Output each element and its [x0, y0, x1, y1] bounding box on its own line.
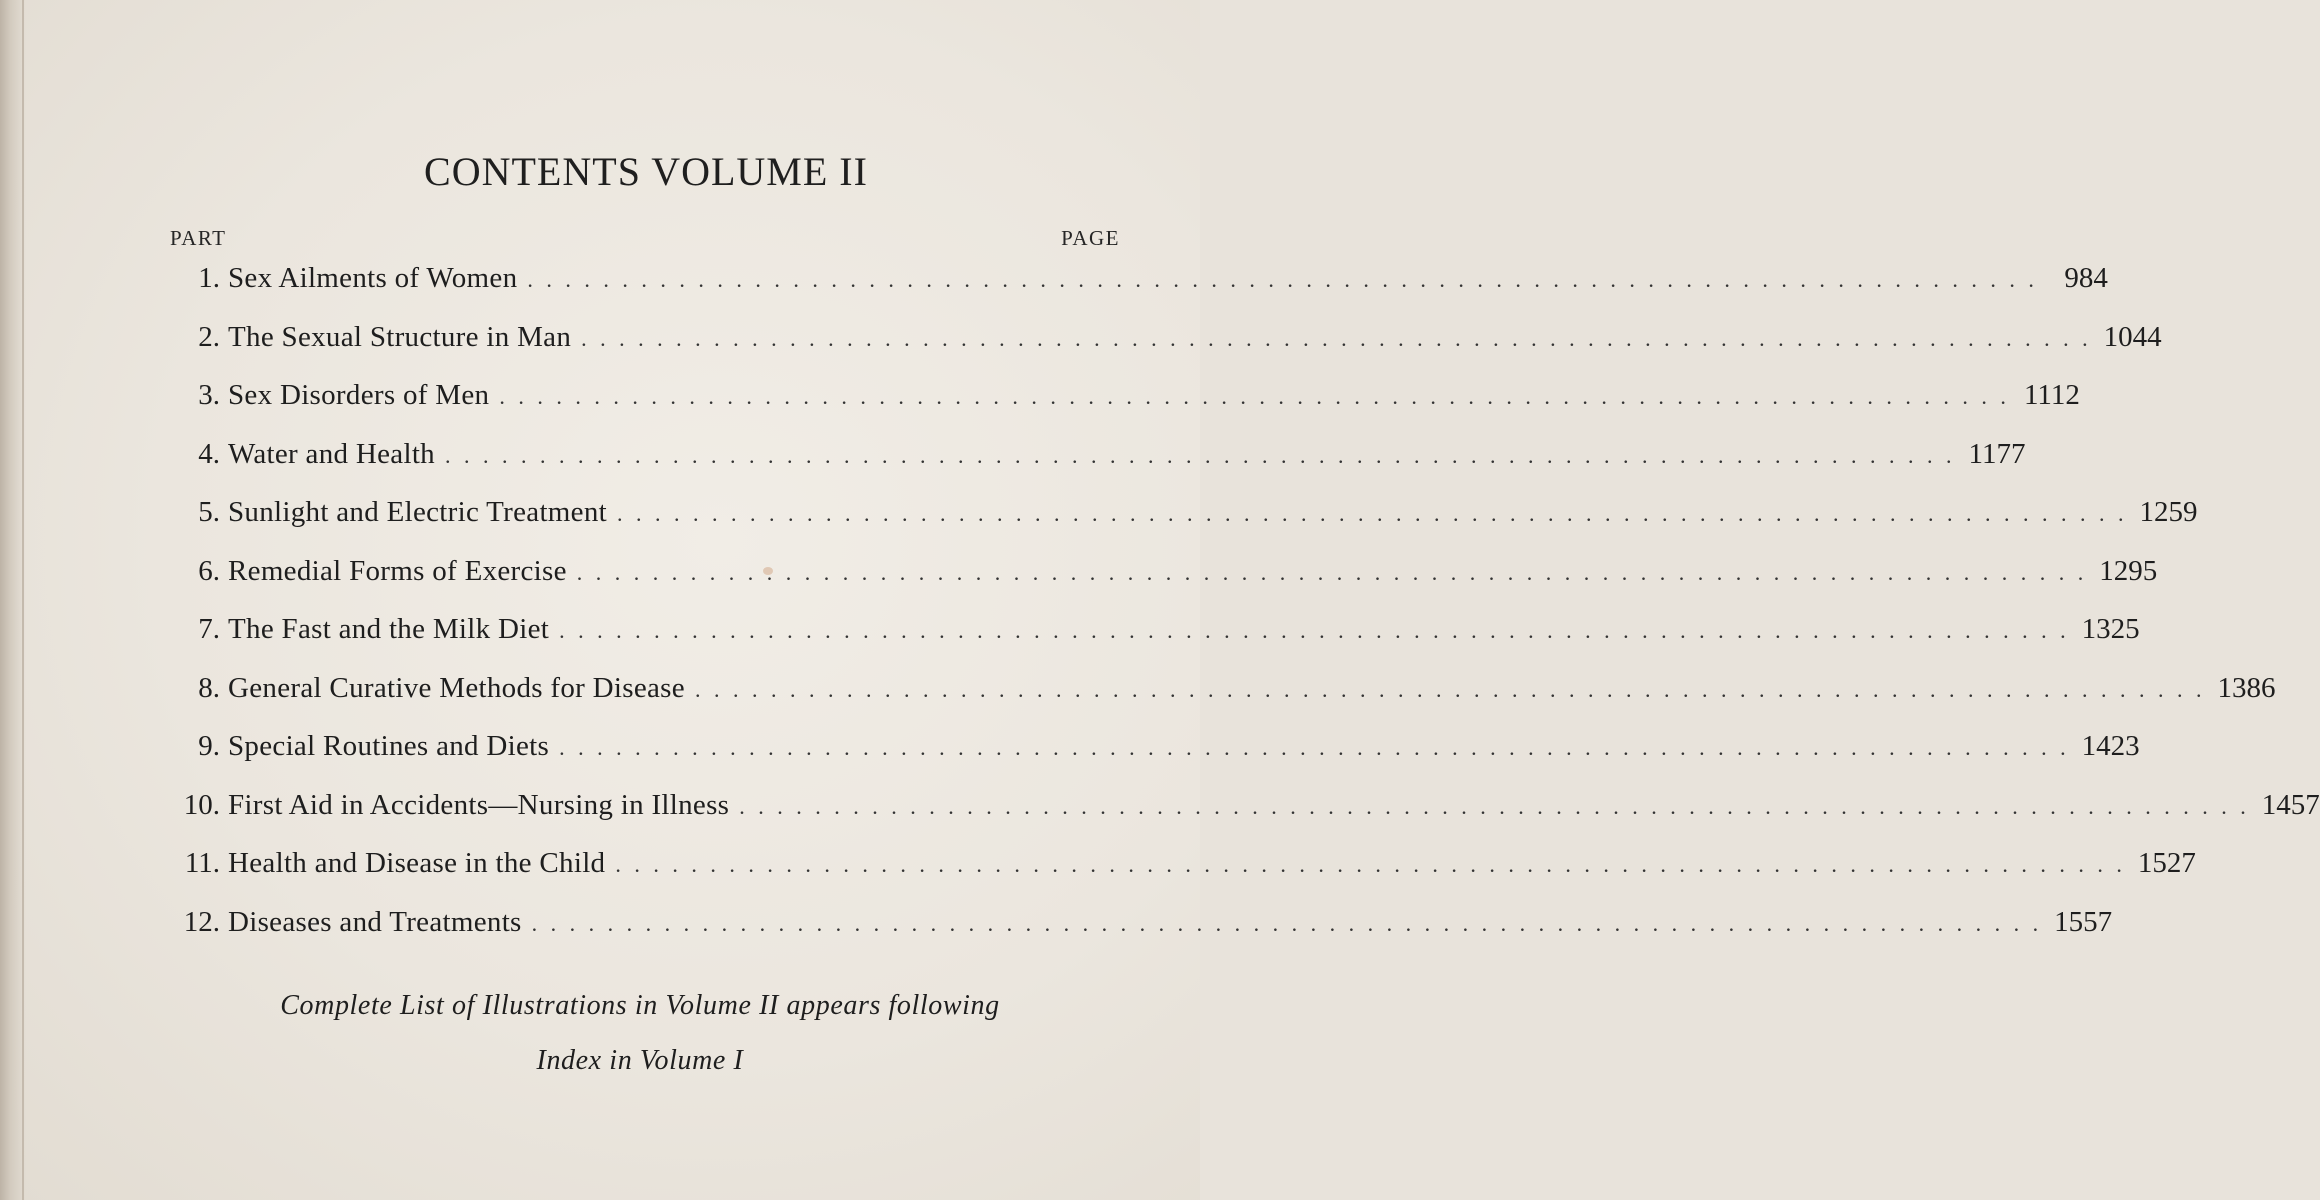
part-title: General Curative Methods for Disease — [228, 671, 685, 704]
page-title: CONTENTS VOLUME II — [424, 149, 868, 194]
toc-row — [160, 730, 2140, 770]
page-number: 1325 — [2081, 613, 2140, 645]
part-title: Sunlight and Electric Treatment — [228, 496, 607, 528]
part-number: 2. — [198, 320, 220, 353]
page-number: 1259 — [2139, 496, 2198, 528]
toc-row — [160, 788, 2320, 829]
dot-leader: . . . . . . . . . . . . . . . . . . . . . . . . . . . . . . . . . . . . . . . . . . . . . . . . . . . . . . . . . . . . . . . . . . . . . . . . . . . . . . . . — [444, 442, 1956, 468]
toc-row — [160, 320, 2162, 361]
page-number: 1557 — [2054, 905, 2113, 938]
part-title: Sex Ailments of Women — [228, 262, 518, 294]
dot-leader: . . . . . . . . . . . . . . . . . . . . . . . . . . . . . . . . . . . . . . . . . . . . . . . . . . . . . . . . . . . . . . . . . . . . . . . . . . . . . . . . — [617, 501, 2128, 526]
part-title: Health and Disease in the Child — [228, 847, 606, 879]
toc-row — [160, 671, 2276, 712]
part-title: Water and Health — [228, 437, 435, 470]
dot-leader: . . . . . . . . . . . . . . . . . . . . . . . . . . . . . . . . . . . . . . . . . . . . . . . . . . . . . . . . . . . . . . . . . . . . . . . . . . . . . . . . — [581, 325, 2092, 351]
dot-leader: . . . . . . . . . . . . . . . . . . . . . . . . . . . . . . . . . . . . . . . . . . . . . . . . . . . . . . . . . . . . . . . . . . . . . . . . . . . . . . . . — [739, 793, 2250, 819]
part-number: 3. — [198, 379, 220, 411]
page-number: 1044 — [2103, 320, 2162, 353]
part-title: Remedial Forms of Exercise — [228, 554, 567, 587]
dot-leader: . . . . . . . . . . . . . . . . . . . . . . . . . . . . . . . . . . . . . . . . . . . . . . . . . . . . . . . . . . . . . . . . . . . . . . . . . . . . . . . . — [694, 676, 2206, 702]
toc-row — [160, 379, 2080, 419]
toc-row — [160, 437, 2026, 478]
part-number: 12. — [183, 905, 220, 938]
part-column-header: PART — [170, 226, 227, 250]
part-title: First Aid in Accidents—Nursing in Illness — [228, 788, 730, 821]
illustrations-note-line-1: Complete List of Illustrations in Volume II appears following — [280, 990, 1000, 1021]
part-number: 6. — [198, 554, 220, 587]
page-number: 1527 — [2137, 847, 2196, 879]
page-number: 1457 — [2261, 788, 2320, 821]
part-number: 7. — [198, 613, 220, 645]
toc-row — [160, 613, 2140, 653]
part-title: Sex Disorders of Men — [228, 379, 490, 411]
toc-row — [160, 847, 2196, 887]
page-column-header: PAGE — [1061, 226, 1120, 250]
part-number: 5. — [198, 496, 220, 528]
page-number: 984 — [2064, 262, 2108, 294]
part-number: 10. — [183, 788, 220, 821]
toc-row — [160, 262, 2108, 302]
dot-leader: . . . . . . . . . . . . . . . . . . . . . . . . . . . . . . . . . . . . . . . . . . . . . . . . . . . . . . . . . . . . . . . . . . . . . . . . . . . . . . . . — [559, 735, 2070, 760]
page-number: 1177 — [1968, 437, 2026, 470]
dot-leader: . . . . . . . . . . . . . . . . . . . . . . . . . . . . . . . . . . . . . . . . . . . . . . . . . . . . . . . . . . . . . . . . . . . . . . . . . . . . . . . . — [615, 852, 2126, 877]
page-number: 1112 — [2023, 379, 2080, 411]
toc-row — [160, 554, 2158, 595]
part-title: Diseases and Treatments — [228, 905, 522, 938]
dot-leader: . . . . . . . . . . . . . . . . . . . . . . . . . . . . . . . . . . . . . . . . . . . . . . . . . . . . . . . . . . . . . . . . . . . . . . . . . . . . . . . . — [576, 559, 2088, 585]
book-gutter-edge — [22, 0, 24, 1200]
dot-leader: . . . . . . . . . . . . . . . . . . . . . . . . . . . . . . . . . . . . . . . . . . . . . . . . . . . . . . . . . . . . . . . . . . . . . . . . . . . . . . . . — [559, 618, 2070, 643]
part-number: 11. — [184, 847, 220, 879]
toc-row — [160, 905, 2113, 946]
part-title: The Fast and the Milk Diet — [228, 613, 550, 645]
part-number: 9. — [198, 730, 220, 762]
page-number: 1295 — [2099, 554, 2158, 587]
page-number: 1423 — [2081, 730, 2140, 762]
dot-leader: . . . . . . . . . . . . . . . . . . . . . . . . . . . . . . . . . . . . . . . . . . . . . . . . . . . . . . . . . . . . . . . . . . . . . . . . . . . . . . . . — [531, 910, 2043, 936]
dot-leader: . . . . . . . . . . . . . . . . . . . . . . . . . . . . . . . . . . . . . . . . . . . . . . . . . . . . . . . . . . . . . . . . . . . . . . . . . . . . . . . . — [499, 384, 2010, 409]
illustrations-note-line-2: Index in Volume I — [536, 1045, 744, 1076]
part-number: 1. — [198, 262, 220, 294]
toc-row — [160, 496, 2198, 536]
dot-leader: . . . . . . . . . . . . . . . . . . . . . . . . . . . . . . . . . . . . . . . . . . . . . . . . . . . . . . . . . . . . . . . . . . . . . . . . . . . . . . . . — [527, 267, 2038, 292]
part-title: Special Routines and Diets — [228, 730, 550, 762]
part-number: 4. — [198, 437, 220, 470]
part-number: 8. — [198, 671, 220, 704]
page-number: 1386 — [2217, 671, 2276, 704]
part-title: The Sexual Structure in Man — [228, 320, 572, 353]
